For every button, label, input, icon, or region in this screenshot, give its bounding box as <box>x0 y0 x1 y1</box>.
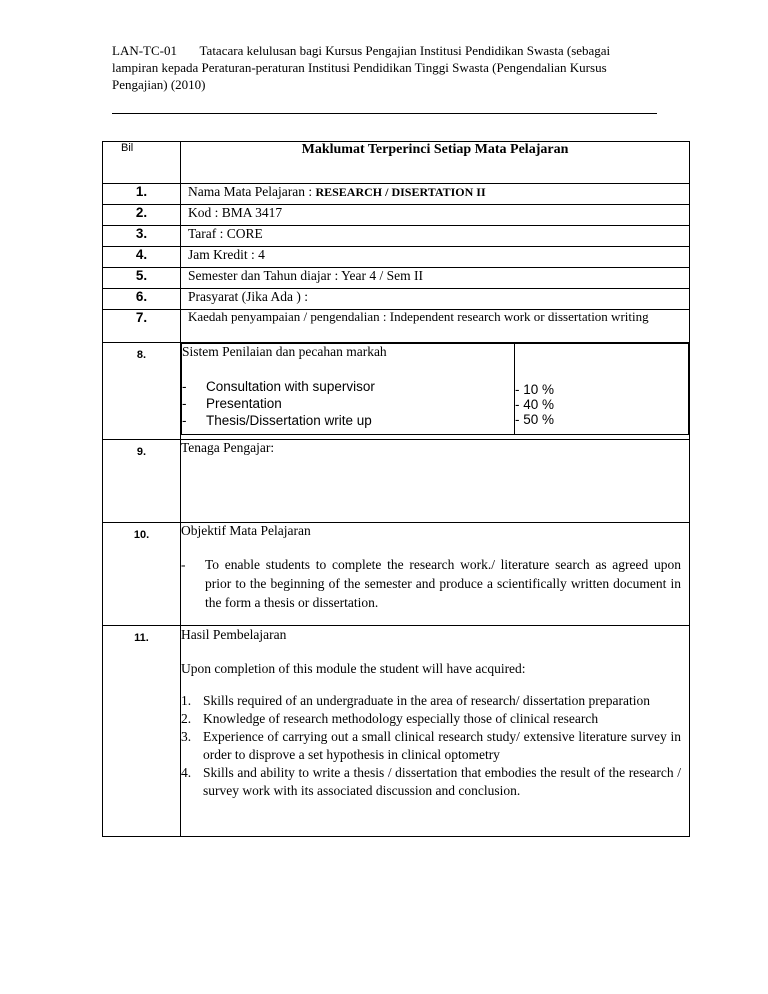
assessment-row <box>103 343 690 440</box>
row-number: 9. <box>103 440 181 523</box>
row-number: 2. <box>103 205 181 226</box>
objective-row <box>103 523 690 626</box>
list-item: 4. Skills and ability to write a thesis / dissertation that embodies the result of the research / survey work with its associated discussion and conclusion. <box>181 765 681 798</box>
table-header-row <box>103 142 690 184</box>
row-number: 3. <box>103 226 181 247</box>
percentage: - 40 % <box>515 397 555 412</box>
row-number: 7. <box>103 310 181 343</box>
document-code: LAN-TC-01 <box>112 43 177 58</box>
row-number: 5. <box>103 268 181 289</box>
objective-title: Objektif Mata Pelajaran <box>181 523 311 538</box>
row-text <box>181 184 690 205</box>
row-text: Taraf : CORE <box>181 226 690 247</box>
row-number: 6. <box>103 289 181 310</box>
table-row <box>103 184 690 205</box>
percentage-list <box>515 382 688 427</box>
row-number: 1. <box>103 184 181 205</box>
table-row <box>103 247 690 268</box>
row-text: Jam Kredit : 4 <box>181 247 690 268</box>
table-title: Maklumat Terperinci Setiap Mata Pelajaran <box>181 142 690 184</box>
assessment-title: Sistem Penilaian dan pecahan markah <box>182 344 387 359</box>
lecturer-row <box>103 440 690 523</box>
header-text: Tatacara kelulusan bagi Kursus Pengajian Institusi Pendidikan Swasta (sebagai lampiran kepada Peraturan-peraturan Institusi Pendidikan Tinggi Swasta (Pengendalian Kursus Pengajian) (2010) <box>112 43 611 92</box>
row-number: 10. <box>103 523 181 626</box>
table-row <box>103 268 690 289</box>
header-divider <box>112 113 657 114</box>
table-row <box>103 226 690 247</box>
row-text: Prasyarat (Jika Ada ) : <box>181 289 690 310</box>
subject-name: RESEARCH / DISERTATION II <box>315 185 486 199</box>
outcomes-intro: Upon completion of this module the student will have acquired: <box>181 661 526 676</box>
list-item: 2. Knowledge of research methodology especially those of clinical research <box>181 711 599 726</box>
assessment-list <box>182 378 514 429</box>
subject-details-table <box>102 141 690 837</box>
list-item: 3. Experience of carrying out a small clinical research study/ extensive literature survey in order to disprove a set hypothesis in clinical optometry <box>181 729 681 762</box>
objective-text: - To enable students to complete the research work./ literature search as agreed upon prior to the beginning of the semester and produce a scientifically written document in the form a thesis or dissertation. <box>181 557 681 610</box>
table-row <box>103 310 690 343</box>
percentage: - 50 % <box>515 412 555 427</box>
lecturer-label: Tenaga Pengajar: <box>181 440 690 523</box>
table-row <box>103 205 690 226</box>
list-item: - Consultation with supervisor <box>182 379 375 394</box>
row-text: Kaedah penyampaian / pengendalian : Independent research work or dissertation writing <box>181 310 690 343</box>
row-text: Semester dan Tahun diajar : Year 4 / Sem II <box>181 268 690 289</box>
list-item: 1. Skills required of an undergraduate in the area of research/ dissertation preparation <box>181 693 650 708</box>
field-label: Nama Mata Pelajaran : <box>188 184 316 199</box>
outcomes-title: Hasil Pembelajaran <box>181 627 287 642</box>
list-item: - Thesis/Dissertation write up <box>182 413 372 428</box>
table-row <box>103 289 690 310</box>
document-header <box>112 42 657 93</box>
row-text: Kod : BMA 3417 <box>181 205 690 226</box>
row-number: 8. <box>103 343 181 440</box>
row-number: 11. <box>103 626 181 837</box>
bil-header: Bil <box>103 142 181 184</box>
outcomes-list <box>181 692 689 800</box>
percentage: - 10 % <box>515 382 555 397</box>
row-number: 4. <box>103 247 181 268</box>
list-item: - Presentation <box>182 396 282 411</box>
outcomes-row <box>103 626 690 837</box>
